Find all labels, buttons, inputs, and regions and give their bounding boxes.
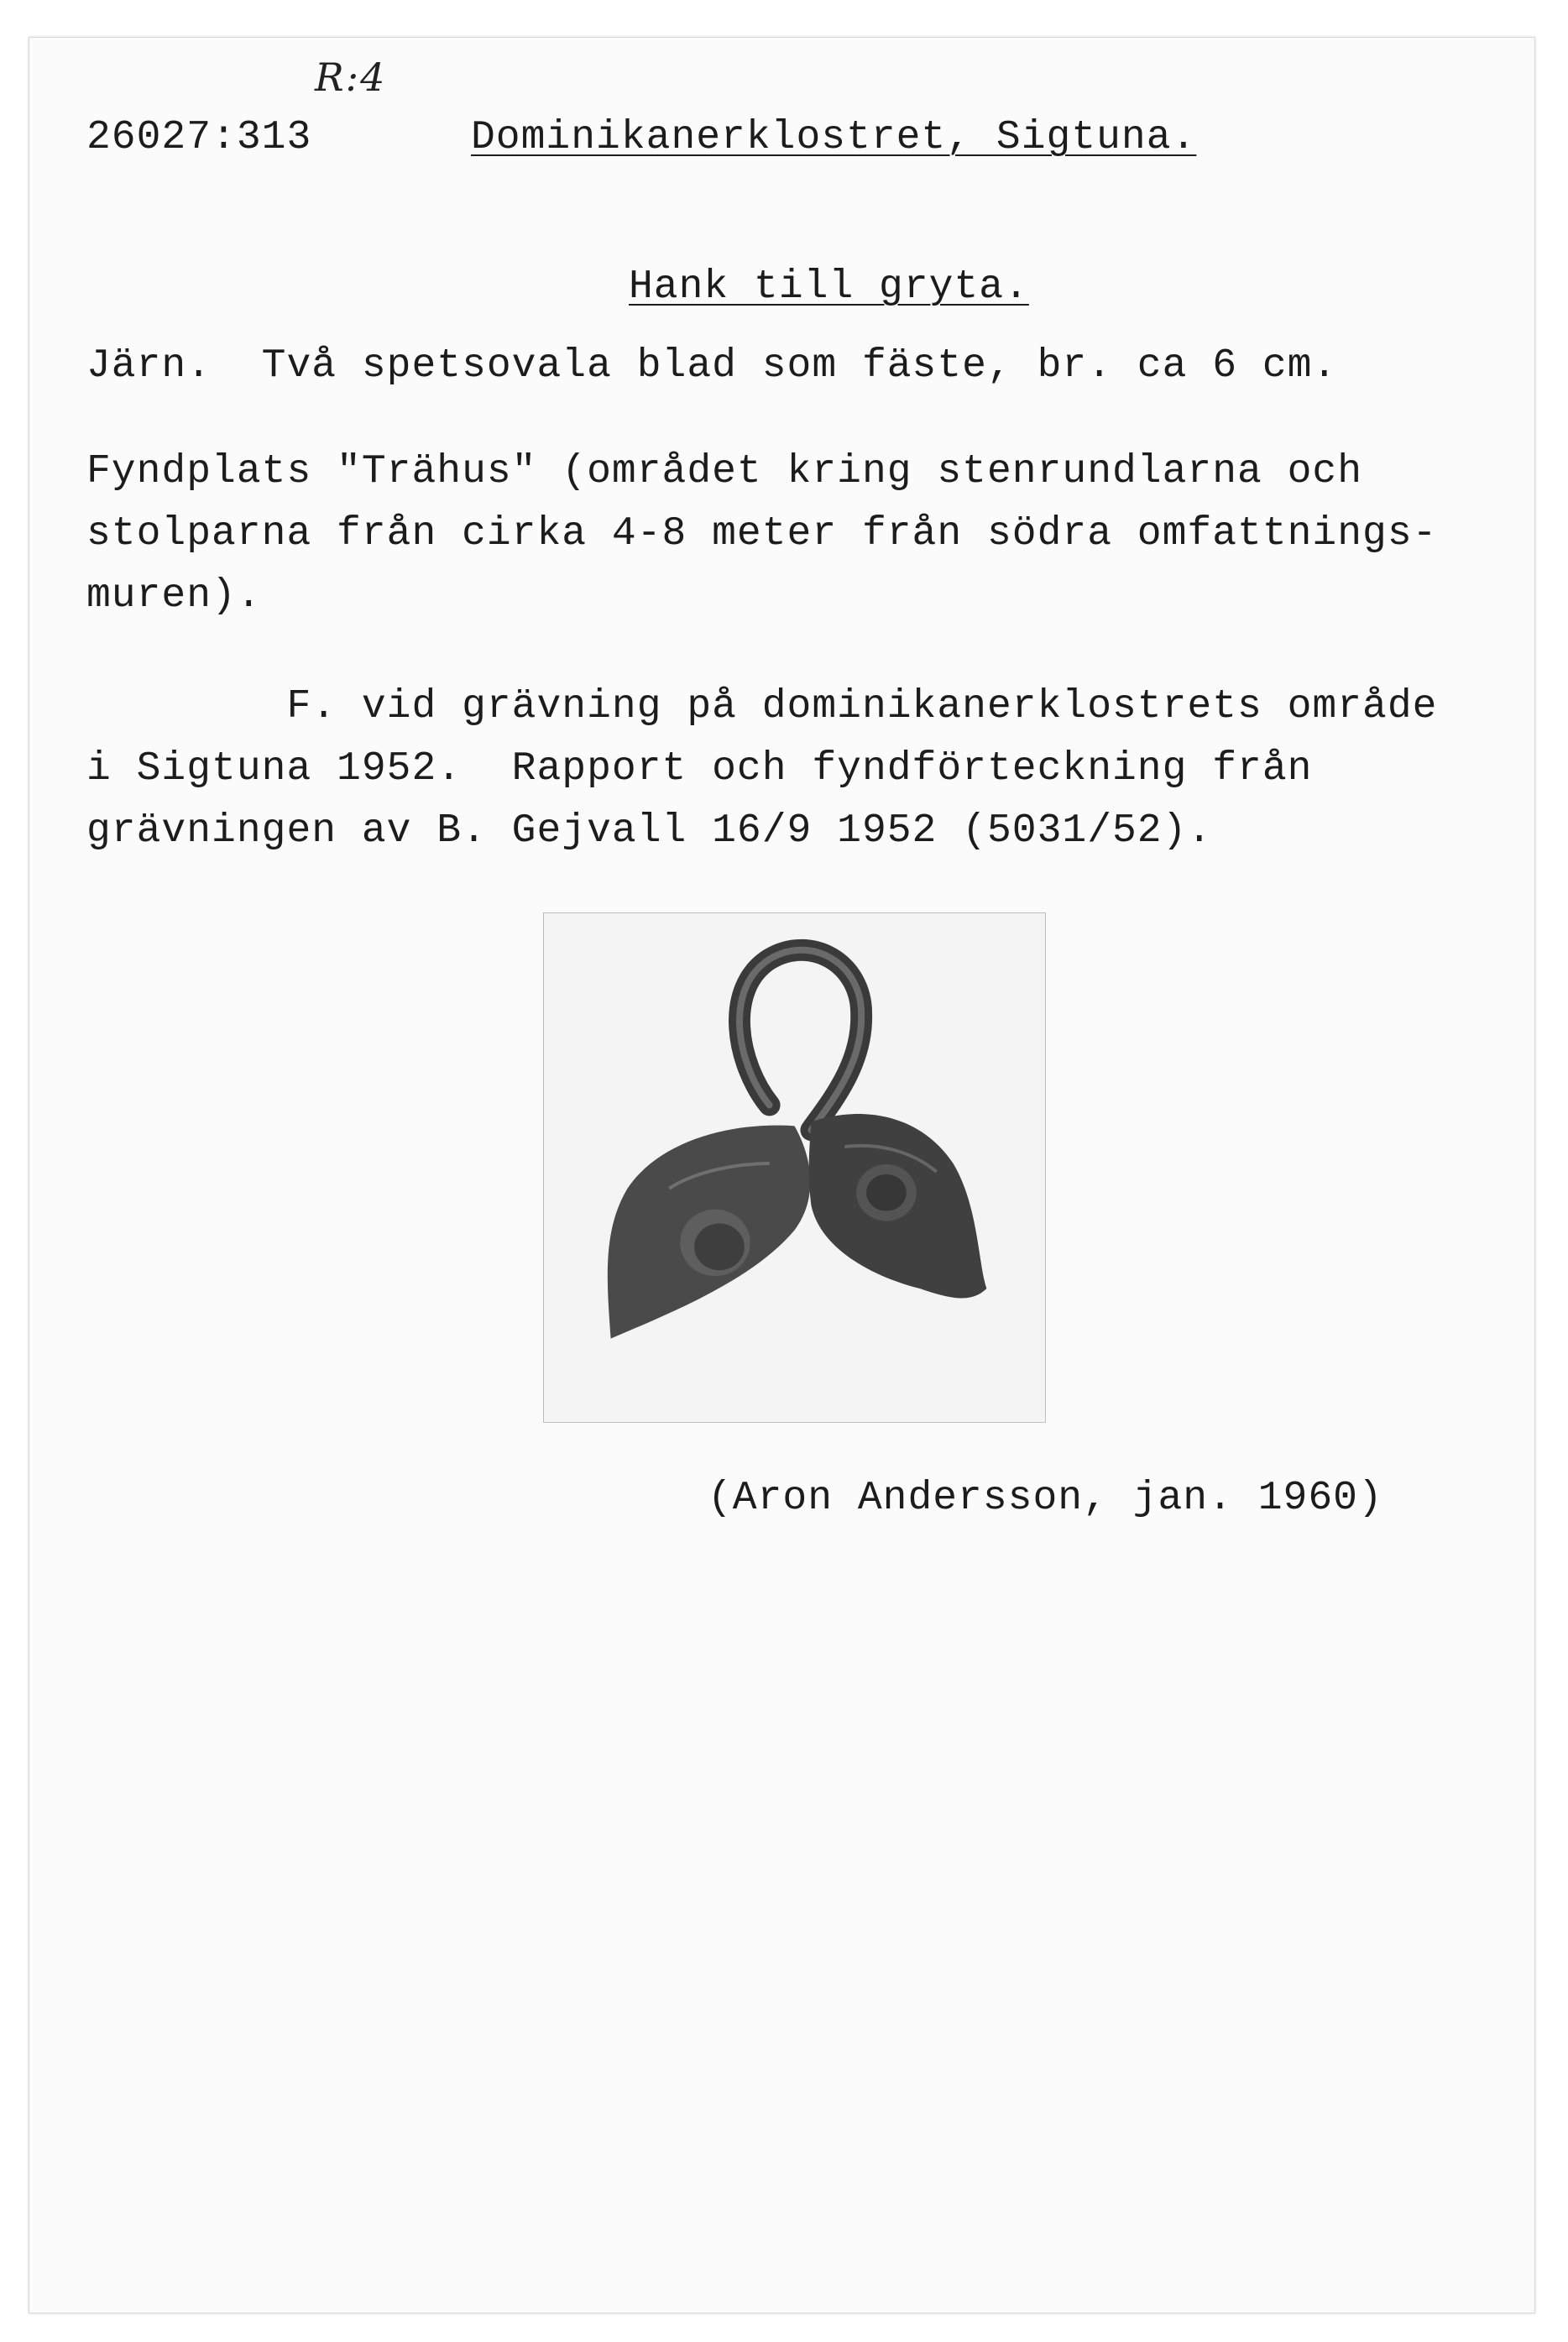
handwritten-mark: R:4	[315, 55, 387, 100]
excavation-line-3: grävningen av B. Gejvall 16/9 1952 (5031/52).	[86, 808, 1213, 854]
findspot-line-3: muren).	[86, 573, 262, 619]
excavation-line-1: F. vid grävning på dominikanerklostrets område	[86, 684, 1438, 729]
iron-pot-handle-photo	[543, 912, 1046, 1423]
inventory-number: 26027:313	[86, 115, 312, 160]
excavation-line-2: i Sigtuna 1952. Rapport och fyndförteckning från	[86, 746, 1313, 792]
description-line: Järn. Två spetsovala blad som fäste, br. ca 6 cm.	[86, 343, 1338, 389]
catalog-card	[29, 37, 1535, 2313]
findspot-line-2: stolparna från cirka 4-8 meter från södra omfattnings-	[86, 511, 1438, 557]
object-title: Hank till gryta.	[629, 264, 1029, 310]
pot-handle-image	[544, 913, 1045, 1422]
findspot-line-1: Fyndplats "Trähus" (området kring stenrundlarna och	[86, 449, 1363, 494]
site-name: Dominikanerklostret, Sigtuna.	[471, 115, 1197, 160]
signature-line: (Aron Andersson, jan. 1960)	[708, 1476, 1383, 1521]
